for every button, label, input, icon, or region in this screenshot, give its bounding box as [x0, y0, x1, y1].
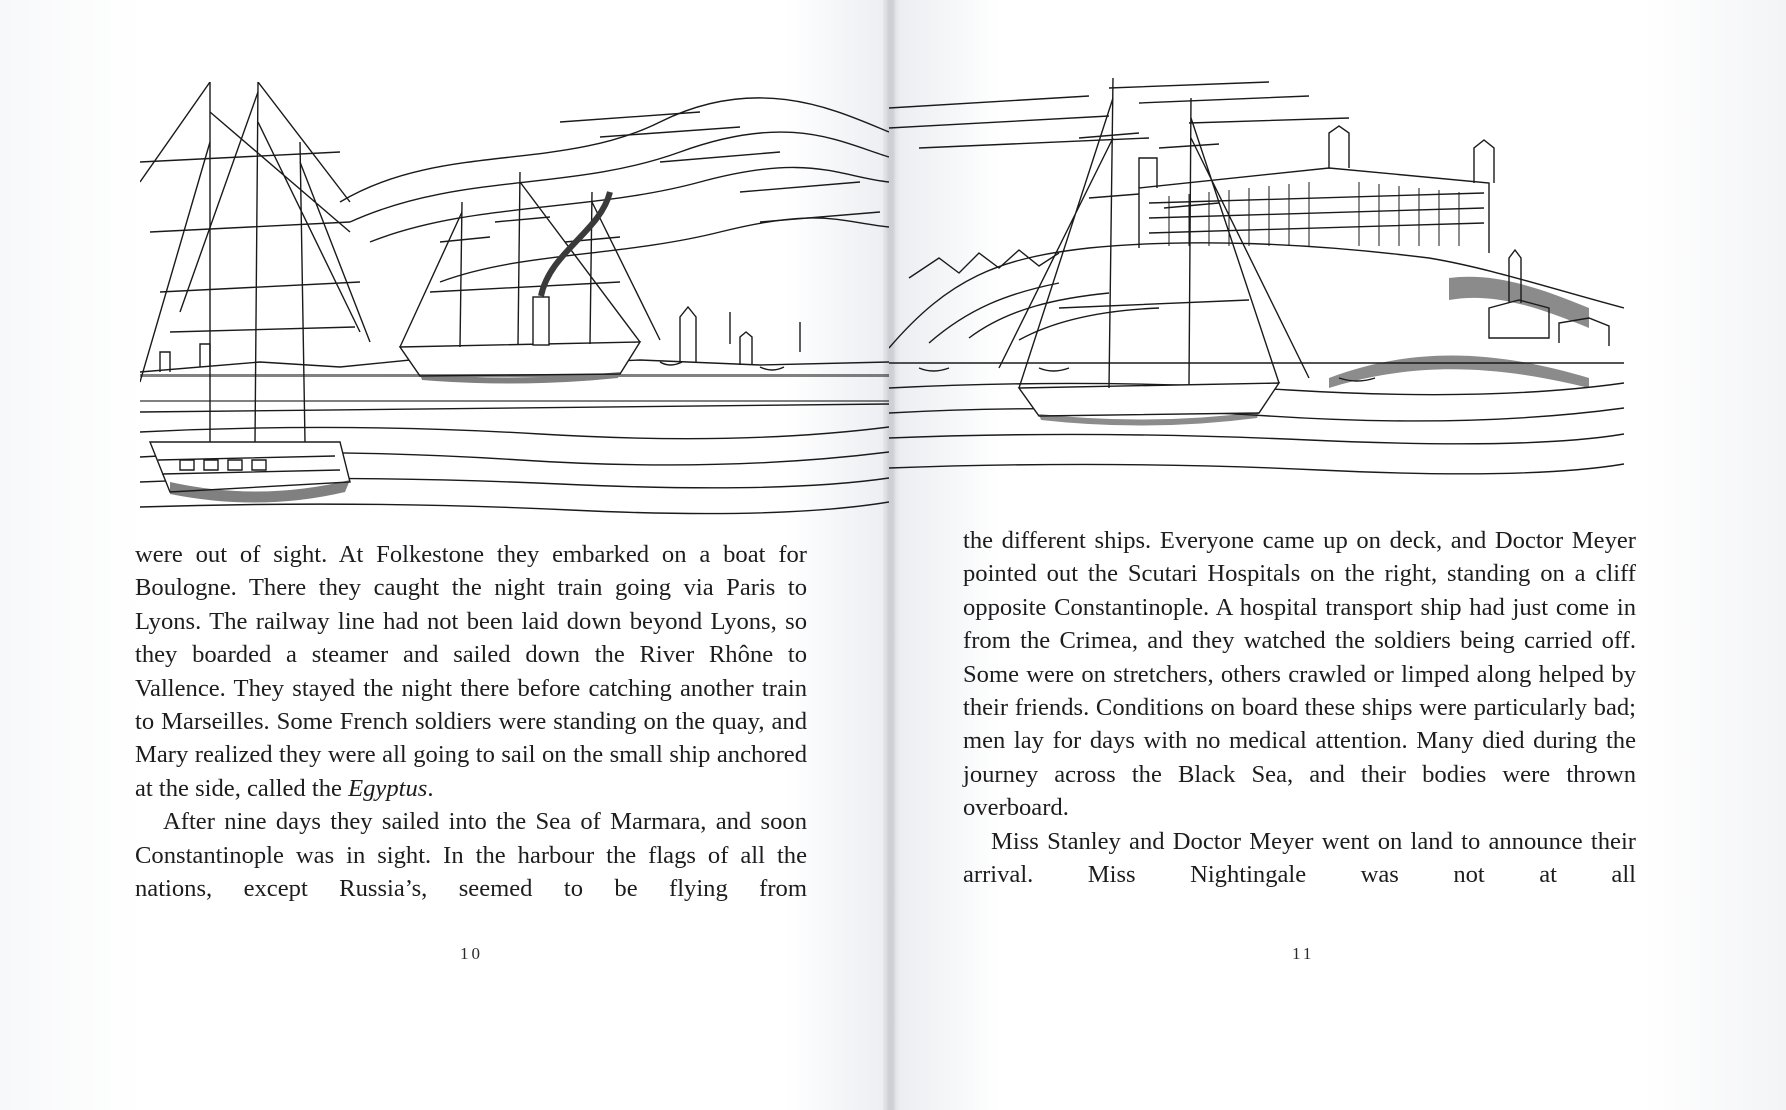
- page-number-right: 11: [1292, 944, 1315, 963]
- right-page: [889, 0, 1786, 1110]
- sailing-ships-sketch: [140, 82, 889, 517]
- left-page: [0, 0, 889, 1110]
- harbour-illustration-left: [140, 82, 889, 517]
- left-paragraph-1-end-suffix: .: [427, 774, 434, 802]
- right-paragraph-1-body: the different ships. Everyone came up on deck, and Doctor Meyer pointed out the Scutari Hospitals on the right, standing on a cliff opposite Constantinople. A hospital transport ship had just come in from the Crimea, and they watched the soldiers being carried off. Some were on stretchers, others crawled or limped along helped by their friends. Conditions on board these ships were particularly bad; men lay for days with no medical attention. Many died during the journey across the Black Sea, and their: [963, 527, 1636, 788]
- left-paragraph-2: After nine days they sailed into the Sea of Marmara, and soon Constantinople was in sight. In the harbour the flags of all the nations, except Russia’s, seemed to be flying from: [135, 808, 807, 903]
- scutari-hospital-sketch: [889, 78, 1624, 503]
- right-paragraph-2: Miss Stanley and Doctor Meyer went on land to announce their arrival. Miss Nightingale was not at all: [963, 827, 1636, 889]
- left-paragraph-1-end-prefix: called the: [247, 774, 349, 802]
- right-page-text: [963, 524, 1636, 891]
- left-page-text: [135, 538, 807, 905]
- ship-name: Egyptus: [348, 774, 428, 802]
- left-paragraph-1-body: were out of sight. At Folkestone they embarked on a boat for Boulogne. There they caught the night train going via Paris to Lyons. The railway line had not been laid down beyond Lyons, so they boarded a steamer and sailed down the River Rhône to Vallence. They stayed the night there before catching another train to Marseilles. Some French soldiers were standing on the quay, and Mary realized they were all going to sail on the small ship anchored at the side,: [135, 541, 807, 802]
- right-paragraph-1: [963, 524, 1636, 825]
- harbour-illustration-right: [889, 78, 1624, 503]
- right-paragraph-1-last-line: bodies were thrown overboard.: [963, 760, 1637, 822]
- page-number-left: 10: [460, 944, 483, 963]
- left-paragraph-1: [135, 538, 807, 805]
